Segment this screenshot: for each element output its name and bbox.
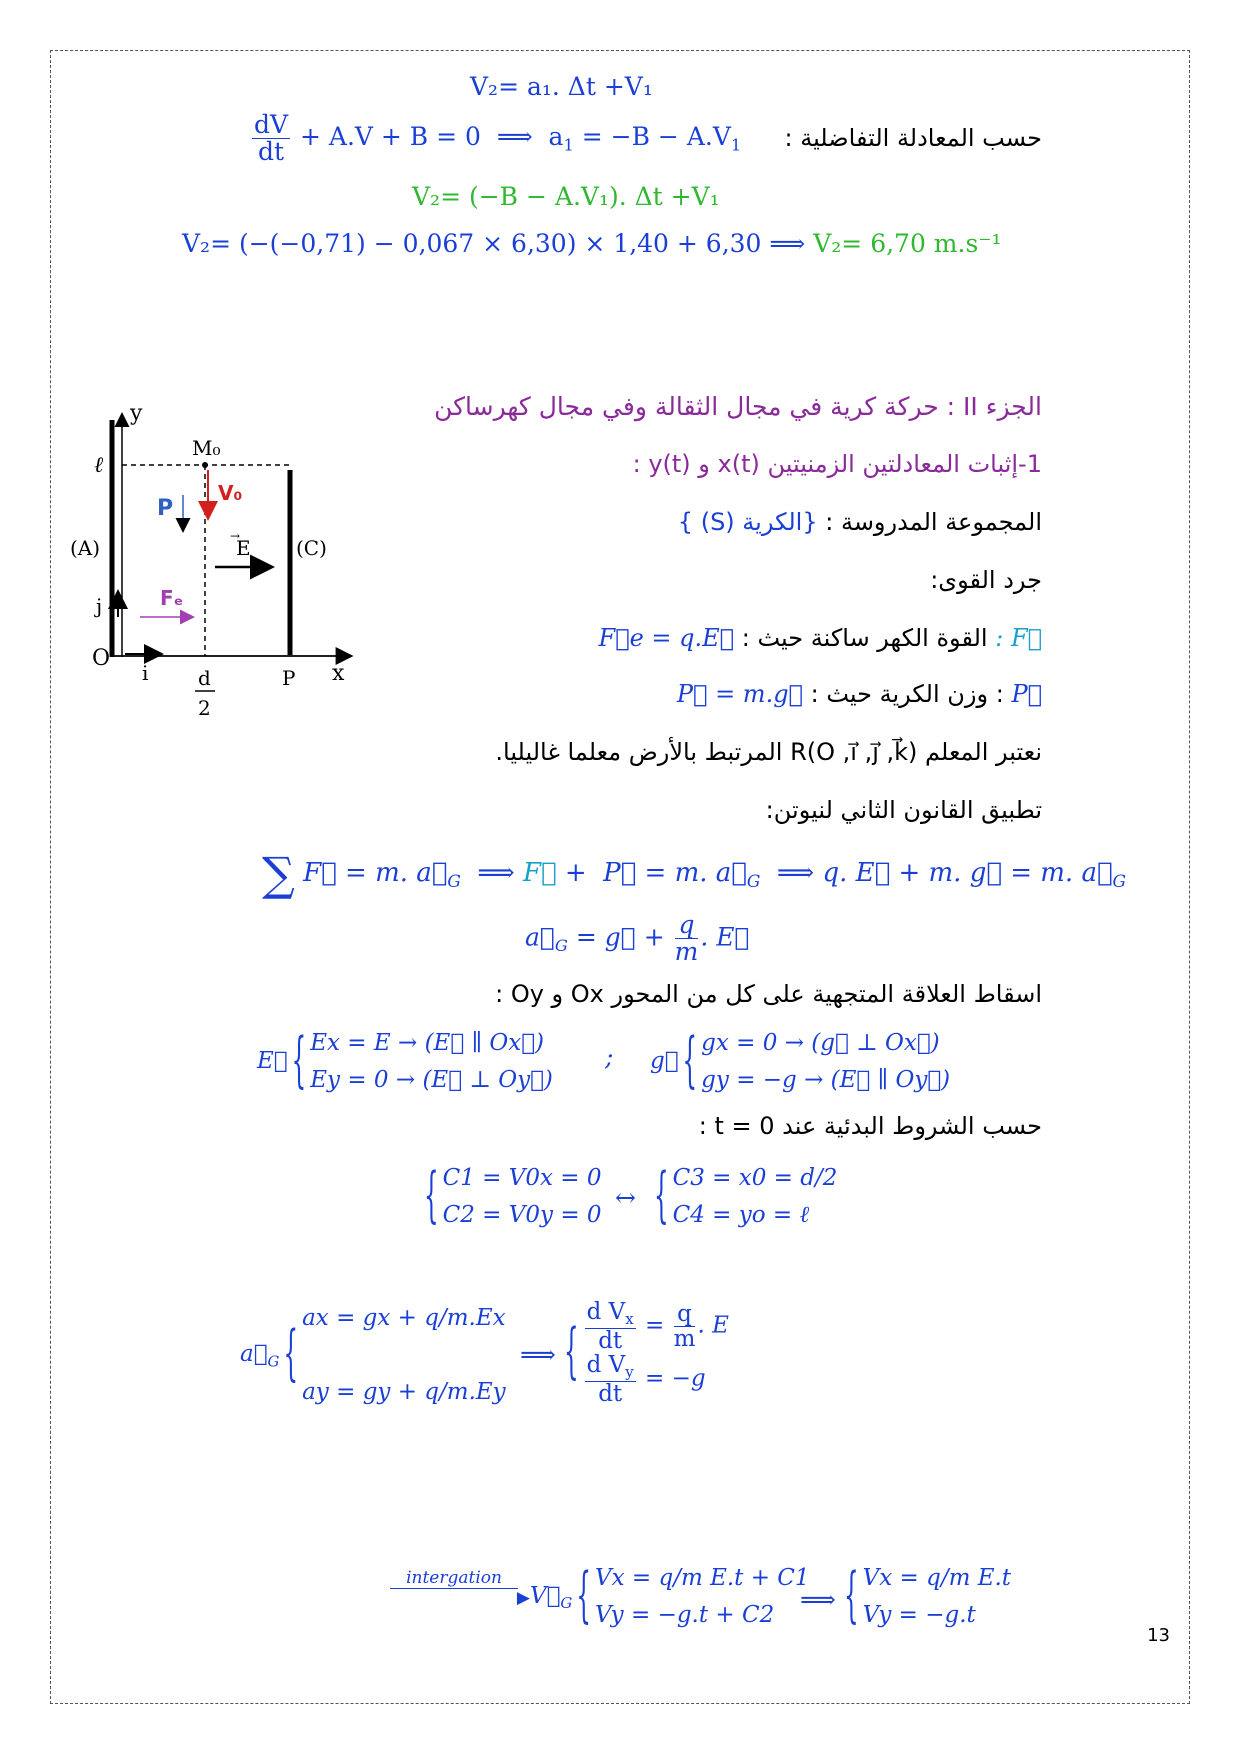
eq-v2-numeric: V₂= (−(−0,71) − 0,067 × 6,30) × 1,40 + 6,30 ⟹ V₂= 6,70 m.s⁻¹	[182, 229, 1002, 258]
velocity-final-vy: Vy = −g.t	[862, 1601, 976, 1628]
projection-g-y: gy = −g → (E⃗ ∥ Oy⃗)	[701, 1066, 951, 1093]
accel-implies: ⟹	[520, 1340, 556, 1369]
accel-ay: ay = gy + q/m.Ey	[302, 1378, 506, 1405]
initial-conditions-right: { C3 = x0 = d/2 C4 = yo = ℓ	[654, 1162, 838, 1231]
projection-e-y: Ey = 0 → (E⃗ ⊥ Oy⃗)	[310, 1066, 553, 1093]
force-p-symbol: P⃗	[1011, 680, 1042, 708]
projection-g-x: gx = 0 → (g⃗ ⊥ Ox⃗)	[701, 1030, 940, 1056]
fe-vector-label: Fₑ	[160, 586, 184, 610]
j-vector-label: j	[96, 594, 103, 618]
newton-equation: ∑ F⃗ = m. $a⃗_G$ ⟹ F⃗ + P⃗ = m. $a⃗_G$ ⟹ q. E⃗ + m. g⃗ = m. $a⃗_G$	[262, 847, 1127, 901]
d-numerator-label: d	[198, 666, 211, 690]
reference-frame-text: نعتبر المعلم R(O ,i⃗ ,j⃗ ,k⃗) المرتبط بالأرض معلما غاليليا.	[495, 738, 1042, 766]
eq-v2-substituted: V₂= (−B − A.V₁). Δt +V₁	[412, 182, 720, 211]
force-p-label: وزن الكرية حيث :	[810, 680, 989, 708]
velocity-final-vx: Vx = q/m E.t	[862, 1565, 1012, 1591]
system-label: المجموعة المدروسة :	[825, 508, 1042, 536]
accel-ax: ax = gx + q/m.Ex	[302, 1305, 506, 1331]
initial-c3: C3 = x0 = d/2	[672, 1165, 838, 1191]
m0-point	[202, 462, 208, 468]
integration-arrow: intergation ▶	[390, 1568, 518, 1589]
force-fe-eq: F⃗e = q.E⃗	[598, 624, 735, 652]
x-axis-label: x	[332, 661, 345, 686]
accel-equation: $a⃗_G$ = g⃗ + $\frac{q}{m}$ . E⃗	[525, 910, 750, 967]
ell-label: ℓ	[94, 453, 104, 478]
q1-title: 1-إثبات المعادلتين الزمنيتين x(t) و y(t) :	[632, 450, 1042, 478]
velocity-implies: ⟹	[800, 1585, 836, 1614]
initial-c1: C1 = V0x = 0	[442, 1165, 602, 1191]
velocity-vx: Vx = q/m E.t + C1	[595, 1565, 810, 1591]
newton-label: تطبيق القانون الثاني لنيوتن:	[765, 796, 1042, 824]
system-value: {الكرية (S) }	[677, 508, 818, 536]
p-point-label: P	[282, 666, 296, 690]
eq-v2-definition: V₂= a₁. Δt +V₁	[470, 72, 653, 101]
origin-label: O	[92, 646, 111, 671]
plate-c-label: (C)	[296, 536, 327, 560]
m0-label: M₀	[192, 436, 221, 460]
projection-e-system: E⃗ { Ex = E → (E⃗ ∥ Ox⃗) Ey = 0 → (E⃗ ⊥ Oy⃗)	[257, 1027, 553, 1096]
e-vector-label: E	[236, 536, 251, 560]
plate-a-label: (A)	[70, 536, 101, 560]
eq-v2-result: V₂= 6,70 m.s⁻¹	[813, 229, 1002, 258]
initial-conditions-left: { C1 = V0x = 0 C2 = V0y = 0	[424, 1162, 602, 1231]
part2-title: الجزء II : حركة كرية في مجال الثقالة وفي مجال كهرساكن	[434, 392, 1042, 421]
accel-derivative-system: { $\frac{d V_x}{dt}$ = $\frac{q}{m}$ . E $\frac{d V_y}{dt}$ = −g	[564, 1299, 729, 1407]
y-axis-label: y	[130, 401, 143, 426]
force-p-eq: P⃗ = m.g⃗	[676, 680, 803, 708]
diff-eq: $\frac{dV}{dt}$ + A.V + B = 0 ⟹ $a_1 = -B - A.V_1$	[254, 110, 742, 167]
electric-field-diagram	[70, 395, 390, 755]
projection-label: اسقاط العلاقة المتجهية على كل من المحور Ox و Oy :	[495, 980, 1042, 1008]
figure-diagram	[70, 395, 390, 755]
initial-c2: C2 = V0y = 0	[442, 1201, 602, 1228]
system-line	[678, 508, 1042, 536]
initial-c4: C4 = yo = ℓ	[672, 1201, 810, 1228]
initial-conditions-arrow: ↔	[615, 1183, 636, 1212]
velocity-final-system: { Vx = q/m E.t Vy = −g.t	[844, 1562, 1012, 1631]
v0-vector-label: V₀	[218, 481, 243, 505]
i-vector-label: i	[142, 661, 149, 685]
accel-components: $a⃗_G$ {ax = gx + q/m.Ex ay = gy + q/m.Ey	[240, 1305, 506, 1405]
force-p-line: P⃗ : وزن الكرية حيث : P⃗ = m.g⃗	[676, 680, 1042, 708]
projection-g-system: g⃗ { gx = 0 → (g⃗ ⊥ Ox⃗) gy = −g → (E⃗ ∥ Oy⃗)	[650, 1027, 951, 1096]
e-vector-arrow-glyph: →	[230, 529, 241, 543]
velocity-system: $V⃗_G$ { Vx = q/m E.t + C1 Vy = −g.t + C2	[530, 1562, 810, 1631]
diff-eq-label: حسب المعادلة التفاضلية :	[784, 124, 1042, 152]
initial-conditions-label: حسب الشروط البدئية عند t = 0 :	[698, 1112, 1042, 1140]
projection-separator: ;	[605, 1042, 614, 1071]
p-vector-label: P	[157, 496, 174, 521]
d-denominator-label: 2	[198, 696, 211, 720]
force-fe-label: القوة الكهر ساكنة حيث :	[741, 624, 988, 652]
integration-label: intergation	[390, 1568, 518, 1589]
forces-label: جرد القوى:	[930, 566, 1042, 594]
page-number: 13	[1147, 1625, 1170, 1646]
force-f-symbol: F⃗ :	[995, 624, 1042, 652]
projection-e-x: Ex = E → (E⃗ ∥ Ox⃗)	[310, 1030, 544, 1056]
velocity-vy: Vy = −g.t + C2	[595, 1601, 775, 1628]
force-fe-line	[599, 624, 1042, 652]
